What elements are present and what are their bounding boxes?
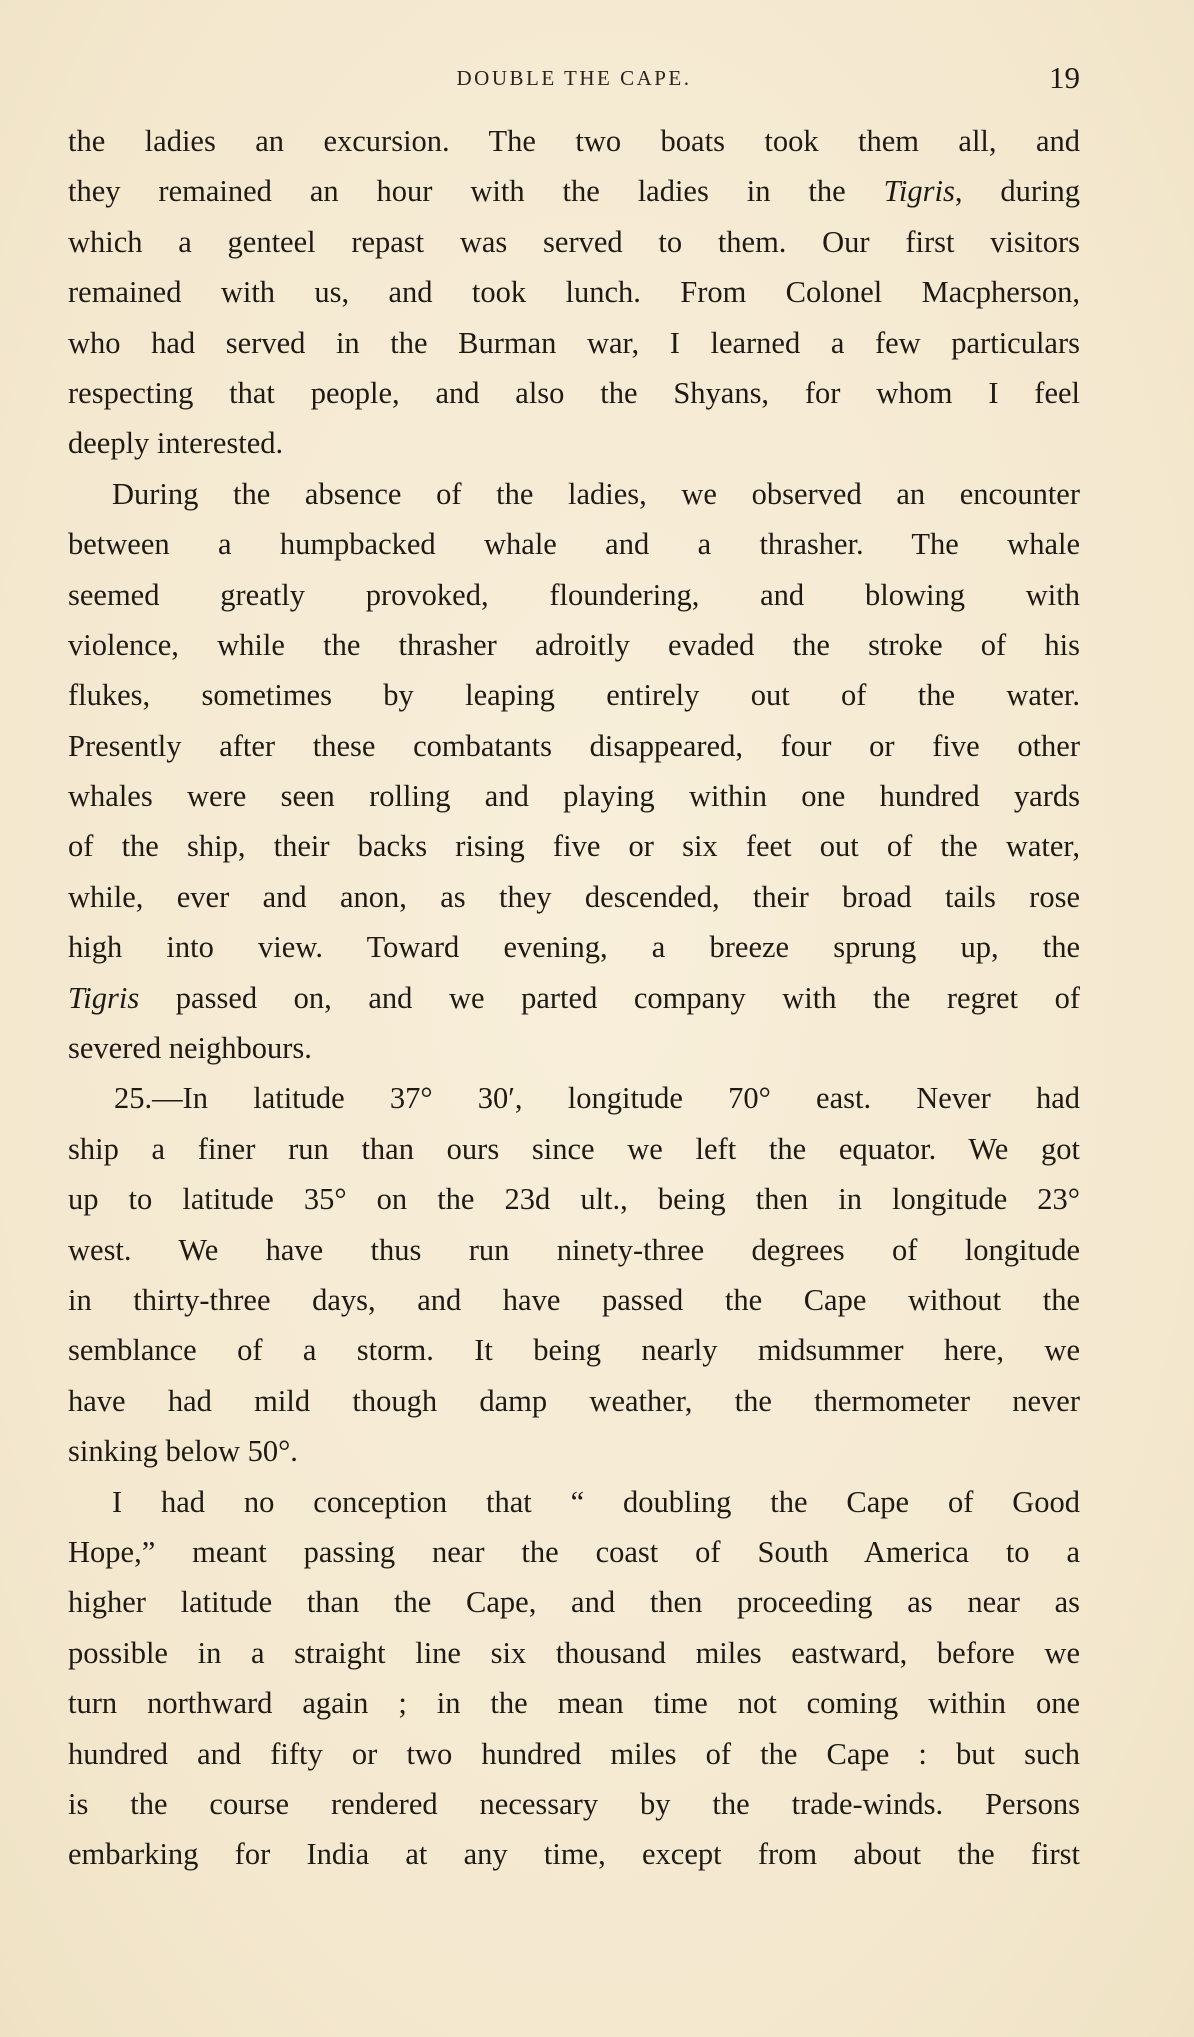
text-line: who had served in the Burman war, I learned a few particulars [68, 325, 1080, 360]
text-line: flukes, sometimes by leaping entirely out of the water. [68, 678, 1080, 713]
text-line: Presently after these combatants disappeared, four or five other [68, 728, 1080, 763]
text-line: whales were seen rolling and playing within one hundred yards [68, 779, 1080, 814]
text-line: high into view. Toward evening, a breeze sprung up, the [68, 930, 1080, 965]
body-text [68, 116, 1080, 1880]
text-line: severed neighbours. [68, 1031, 312, 1066]
page-number: 19 [1049, 60, 1080, 95]
text-line: Hope,” meant passing near the coast of South America to a [68, 1534, 1080, 1569]
paragraph-start: During the absence of the ladies, we observed an encounter [112, 476, 1080, 511]
text-span: passed on, and we parted company with the regret of [139, 980, 1080, 1015]
text-line: the ladies an excursion. The two boats took them all, and [68, 124, 1080, 158]
text-line: hundred and fifty or two hundred miles of the Cape : but such [68, 1736, 1080, 1771]
text-span: they remained an hour with the ladies in the [68, 174, 884, 209]
text-line [68, 973, 1080, 1023]
text-line: have had mild though damp weather, the thermometer never [68, 1383, 1080, 1418]
running-title: DOUBLE THE CAPE. [456, 66, 692, 90]
text-line: deeply interested. [68, 426, 284, 461]
paragraph-start: I had no conception that “ doubling the Cape of Good [112, 1484, 1080, 1519]
text-line: is the course rendered necessary by the trade-winds. Persons [68, 1786, 1080, 1821]
text-line: semblance of a storm. It being nearly midsummer here, we [68, 1333, 1080, 1368]
text-line: ship a finer run than ours since we left the equator. We got [68, 1131, 1080, 1166]
text-line: in thirty-three days, and have passed the Cape without the [68, 1282, 1080, 1317]
text-line: while, ever and anon, as they descended, their broad tails rose [68, 879, 1080, 914]
text-line: west. We have thus run ninety-three degrees of longitude [68, 1232, 1080, 1267]
text-line: between a humpbacked whale and a thrasher. The whale [68, 527, 1080, 562]
text-line: possible in a straight line six thousand miles eastward, before we [68, 1635, 1080, 1670]
text-line [68, 166, 1080, 216]
text-line: respecting that people, and also the Shyans, for whom I feel [68, 375, 1080, 410]
text-line: seemed greatly provoked, floundering, and blowing with [68, 577, 1080, 612]
running-head [68, 60, 1080, 100]
text-line: which a genteel repast was served to them. Our first visitors [68, 224, 1080, 259]
text-line: turn northward again ; in the mean time not coming within one [68, 1686, 1080, 1721]
ship-name: Tigris [68, 980, 140, 1015]
text-line: higher latitude than the Cape, and then proceeding as near as [68, 1585, 1080, 1620]
text-line: up to latitude 35° on the 23d ult., being then in longitude 23° [68, 1182, 1080, 1217]
text-line: violence, while the thrasher adroitly evaded the stroke of his [68, 627, 1080, 662]
text-line: embarking for India at any time, except from about the first [68, 1837, 1080, 1872]
text-span: , during [954, 174, 1080, 209]
paragraph-start: 25.—In latitude 37° 30′, longitude 70° east. Never had [114, 1081, 1080, 1116]
text-line: of the ship, their backs rising five or six feet out of the water, [68, 829, 1080, 864]
text-line: sinking below 50°. [68, 1434, 298, 1469]
ship-name: Tigris [883, 174, 955, 209]
text-line: remained with us, and took lunch. From Colonel Macpherson, [68, 275, 1080, 310]
